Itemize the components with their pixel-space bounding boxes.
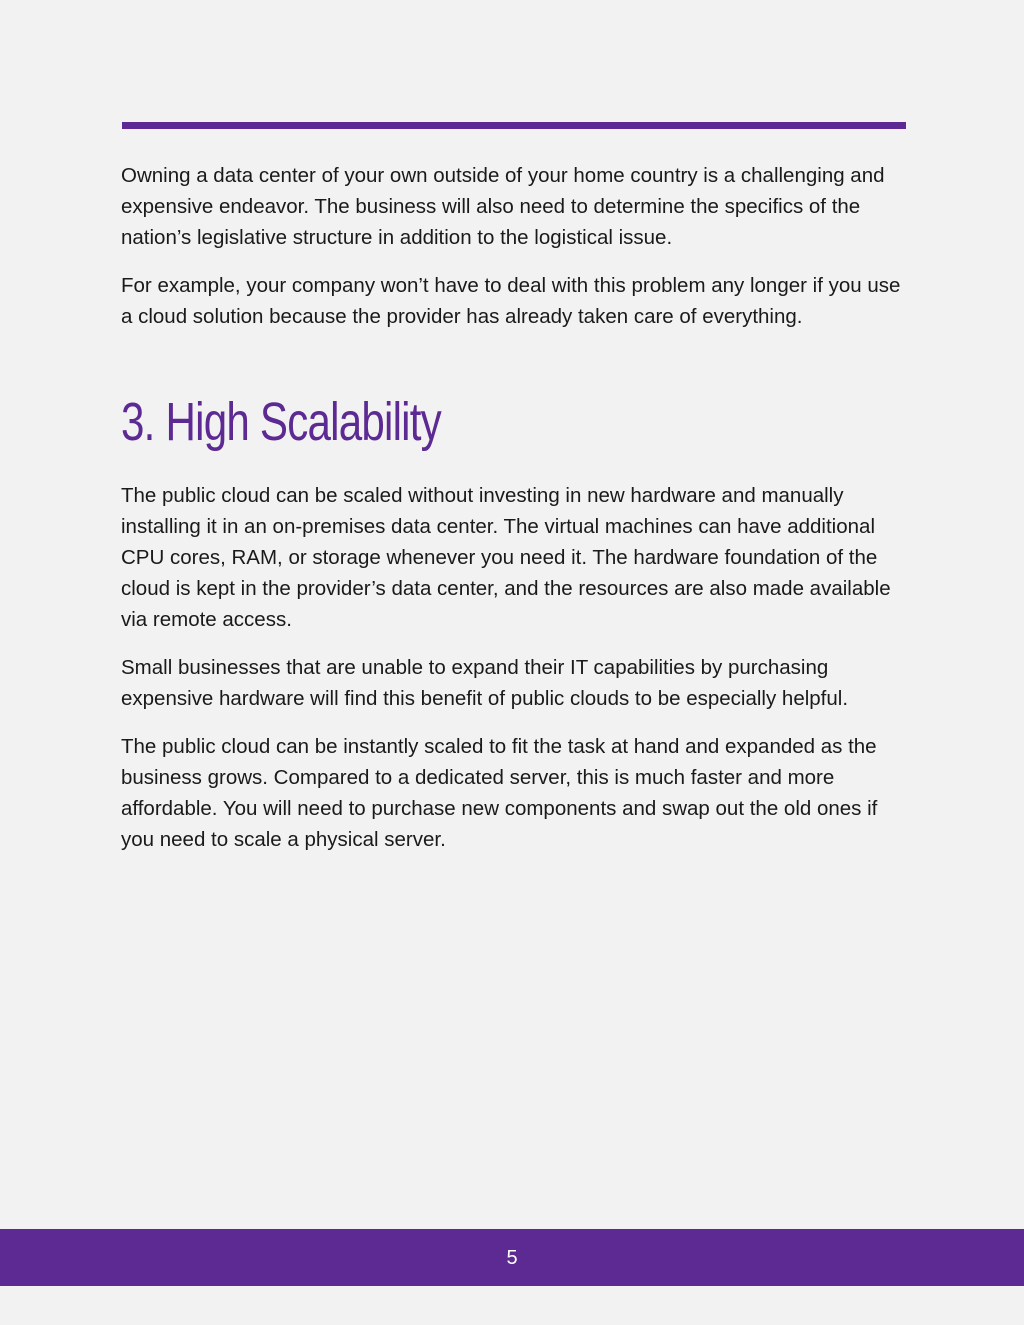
intro-paragraph-2: For example, your company won’t have to deal with this problem any longer if you use a cloud solution because the provider has already taken care of everything.	[121, 274, 901, 328]
section-paragraph-1: The public cloud can be scaled without investing in new hardware and manually installing it in an on-premises data center. The virtual machines can have additional CPU cores, RAM, or storage whenever you need it. The hardware foundation of the cloud is kept in the provider’s data center, and the resources are also made available via remote access.	[121, 484, 891, 631]
top-divider-rule	[122, 122, 906, 129]
section-heading: 3. High Scalability	[121, 392, 441, 452]
intro-paragraph-1: Owning a data center of your own outside of your home country is a challenging and expensive endeavor. The business will also need to determine the specifics of the nation’s legislative structure in addition to the logistical issue.	[121, 164, 885, 249]
section-paragraph-2: Small businesses that are unable to expand their IT capabilities by purchasing expensive hardware will find this benefit of public clouds to be especially helpful.	[121, 656, 849, 710]
page-body	[121, 160, 911, 872]
footer-bar	[0, 1229, 1024, 1286]
page-number: 5	[506, 1246, 518, 1269]
section-paragraph-3: The public cloud can be instantly scaled to fit the task at hand and expanded as the business grows. Compared to a dedicated server, this is much faster and more affordable. You will need to purchase new components and swap out the old ones if you need to scale a physical server.	[121, 735, 878, 851]
